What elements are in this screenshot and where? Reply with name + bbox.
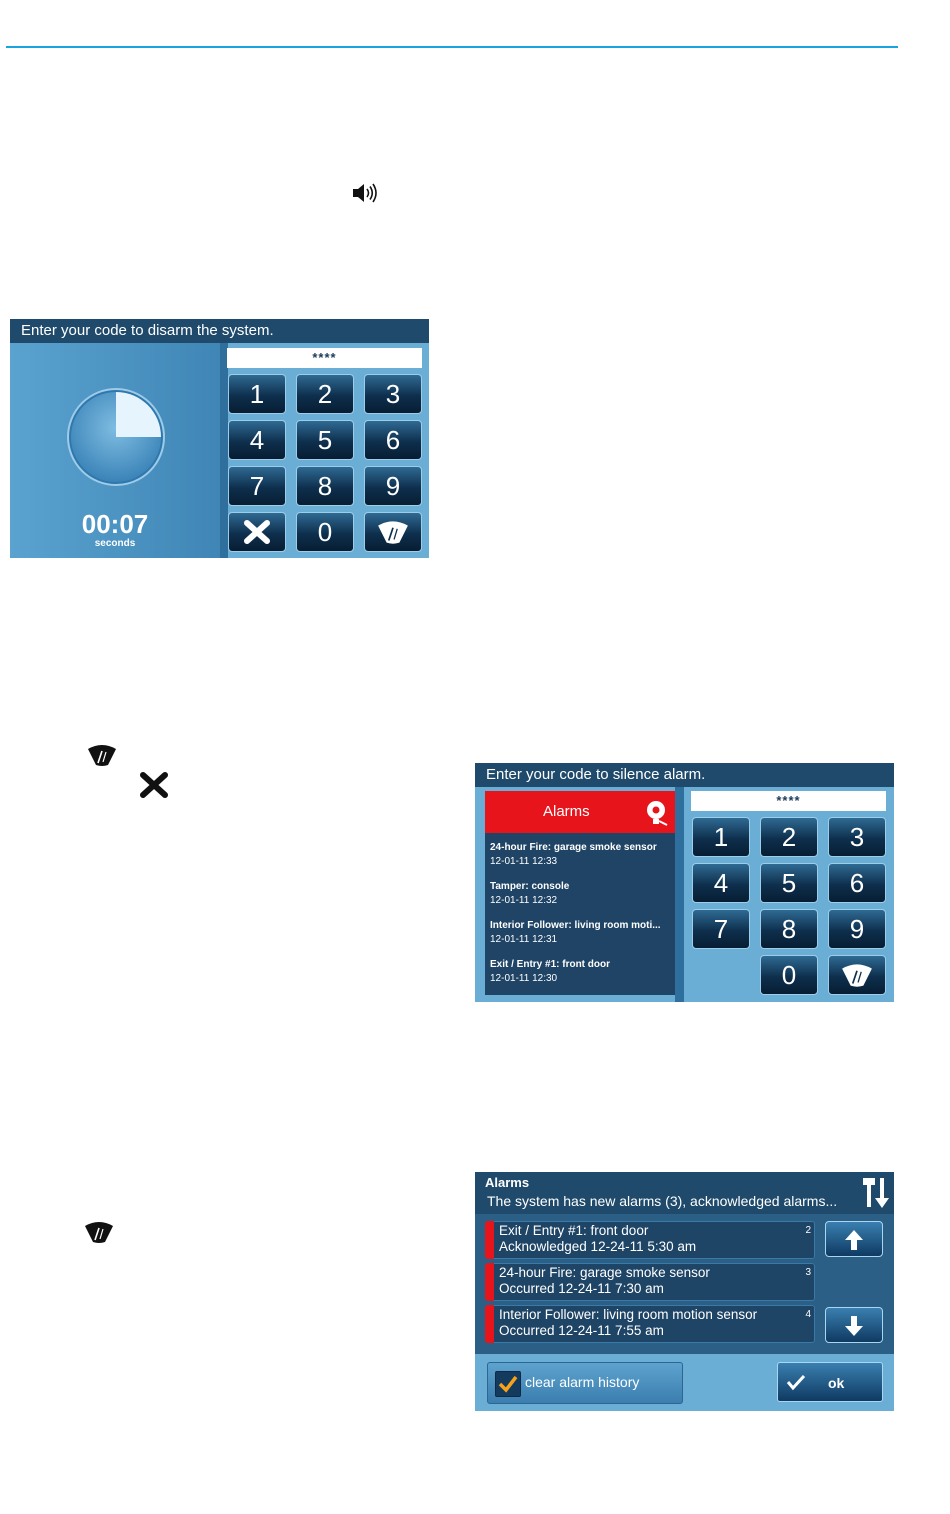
alarm-item [490, 919, 672, 947]
alarm-list [485, 791, 675, 995]
alarm-row-title: Interior Follower: living room motion sensor [499, 1307, 758, 1322]
speaker-icon [352, 183, 379, 203]
check-icon [496, 1372, 520, 1396]
siren-icon [83, 1220, 115, 1244]
sort-icon[interactable] [859, 1176, 891, 1210]
key-8[interactable]: 8 [760, 909, 818, 949]
alarm-row[interactable] [485, 1305, 815, 1343]
header-rule [6, 46, 898, 48]
key-5[interactable]: 5 [760, 863, 818, 903]
alarm-row-count: 2 [805, 1225, 811, 1236]
key-0[interactable]: 0 [296, 512, 354, 552]
alarm-status-bar [485, 1263, 494, 1301]
checkbox[interactable] [495, 1371, 521, 1397]
clear-history-toggle[interactable] [487, 1362, 683, 1404]
alarm-time: 12-01-11 12:31 [490, 934, 558, 945]
key-8[interactable]: 8 [296, 466, 354, 506]
alarm-row-title: Exit / Entry #1: front door [499, 1223, 649, 1238]
alarms-list [475, 1214, 894, 1354]
scroll-down-button[interactable] [825, 1307, 883, 1343]
alarm-title: Interior Follower: living room moti... [490, 920, 661, 931]
alarm-title: Exit / Entry #1: front door [490, 959, 611, 970]
alarm-row-status: Occurred 12-24-11 7:55 am [499, 1323, 664, 1338]
silence-title: Enter your code to silence alarm. [475, 763, 894, 787]
alarm-time: 12-01-11 12:33 [490, 856, 558, 867]
alarm-time: 12-01-11 12:30 [490, 973, 558, 984]
key-5[interactable]: 5 [296, 420, 354, 460]
bell-icon [645, 799, 669, 827]
alarm-title: Tamper: console [490, 881, 570, 892]
ok-button[interactable] [777, 1362, 883, 1402]
alarm-item [490, 841, 672, 869]
alarms-header-label: Alarms [543, 803, 590, 820]
divider [675, 787, 684, 1002]
siren-icon [840, 962, 874, 988]
alarms-header [485, 791, 675, 833]
disarm-title: Enter your code to disarm the system. [10, 319, 429, 343]
code-input[interactable]: **** [691, 791, 886, 811]
silence-screen [475, 763, 894, 1002]
alarm-status-bar [485, 1305, 494, 1343]
x-icon [140, 772, 168, 798]
key-4[interactable]: 4 [228, 420, 286, 460]
key-7[interactable]: 7 [692, 909, 750, 949]
arrow-up-icon [844, 1229, 864, 1251]
key-7[interactable]: 7 [228, 466, 286, 506]
key-1[interactable]: 1 [692, 817, 750, 857]
alarms-subtitle: The system has new alarms (3), acknowledged alarms... [487, 1193, 838, 1209]
key-1[interactable]: 1 [228, 374, 286, 414]
timer-unit: seconds [94, 538, 136, 549]
alarms-title: Alarms [485, 1175, 530, 1190]
alarm-row[interactable] [485, 1263, 815, 1301]
timer-value: 00:07 [81, 509, 149, 539]
timer-dial [66, 387, 166, 487]
code-input[interactable]: **** [227, 348, 422, 368]
check-icon [786, 1373, 806, 1391]
panic-key[interactable] [364, 512, 422, 552]
key-9[interactable]: 9 [364, 466, 422, 506]
key-0[interactable]: 0 [760, 955, 818, 995]
alarm-status-bar [485, 1221, 494, 1259]
alarm-row-status: Occurred 12-24-11 7:30 am [499, 1281, 664, 1296]
key-2[interactable]: 2 [760, 817, 818, 857]
x-icon [243, 519, 271, 545]
alarm-item [490, 880, 672, 908]
key-3[interactable]: 3 [364, 374, 422, 414]
key-4[interactable]: 4 [692, 863, 750, 903]
arrow-down-icon [844, 1315, 864, 1337]
alarms-header [475, 1172, 894, 1214]
panic-key[interactable] [828, 955, 886, 995]
clear-history-label: clear alarm history [525, 1374, 640, 1390]
alarms-screen [475, 1172, 894, 1411]
key-2[interactable]: 2 [296, 374, 354, 414]
alarms-footer [475, 1354, 894, 1411]
cancel-key[interactable] [228, 512, 286, 552]
alarm-time: 12-01-11 12:32 [490, 895, 558, 906]
key-6[interactable]: 6 [828, 863, 886, 903]
scroll-up-button[interactable] [825, 1221, 883, 1257]
key-3[interactable]: 3 [828, 817, 886, 857]
ok-label: ok [828, 1375, 845, 1391]
alarm-row-status: Acknowledged 12-24-11 5:30 am [499, 1239, 697, 1254]
timer-panel [10, 343, 220, 558]
key-9[interactable]: 9 [828, 909, 886, 949]
key-6[interactable]: 6 [364, 420, 422, 460]
alarm-row-title: 24-hour Fire: garage smoke sensor [499, 1265, 710, 1280]
alarm-title: 24-hour Fire: garage smoke sensor [490, 842, 657, 853]
alarm-item [490, 958, 672, 986]
alarm-row[interactable] [485, 1221, 815, 1259]
divider [220, 343, 228, 558]
disarm-screen [10, 319, 429, 558]
alarm-row-count: 3 [805, 1267, 811, 1278]
siren-icon [376, 519, 410, 545]
alarm-row-count: 4 [805, 1309, 811, 1320]
siren-icon [86, 743, 118, 767]
